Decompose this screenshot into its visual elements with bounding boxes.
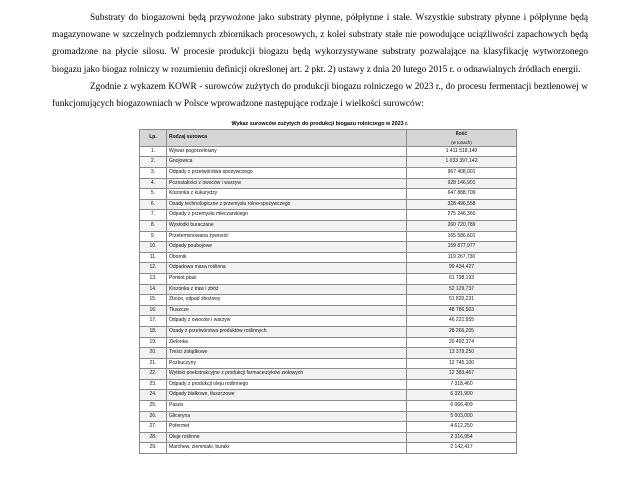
table-row [140,443,517,454]
table-row [140,263,517,274]
cell-lp: 6. [140,199,167,210]
cell-value: 48 786,503 [407,305,517,316]
cell-name: Odpady z produkcji oleju roślinnego [167,379,407,390]
cell-value: 20 492,374 [407,337,517,348]
cell-name: Treści żołądkowe [167,348,407,359]
table-row [140,146,517,157]
cell-name: Osady technologiczne z przemysłu rolno-spożywczego [167,199,407,210]
cell-value: 165 586,601 [407,231,517,242]
cell-name: Przeterminowana żywność [167,231,407,242]
table-row [140,358,517,369]
cell-name: Zboże, odpad zbożowy [167,295,407,306]
cell-name: Odpady z owoców i warzyw [167,316,407,327]
cell-value: 4 612,250 [407,422,517,433]
cell-value: 2 142,417 [407,443,517,454]
cell-value: 5 003,000 [407,411,517,422]
cell-name: Pasza [167,401,407,412]
cell-lp: 18. [140,326,167,337]
table-row [140,390,517,401]
cell-name: Marchew, ziemniaki, buraki [167,443,407,454]
cell-value: 967 408,001 [407,168,517,179]
column-header-value [407,130,517,147]
cell-value: 1 033 397,142 [407,157,517,168]
table-row [140,305,517,316]
cell-lp: 29. [140,443,167,454]
table-body [140,146,517,453]
cell-lp: 20. [140,348,167,359]
table-row [140,220,517,231]
cell-lp: 11. [140,252,167,263]
cell-name: Gliceryna [167,411,407,422]
cell-lp: 3. [140,168,167,179]
cell-lp: 4. [140,178,167,189]
paragraph-1: Substraty do biogazowni będą przywożone jako substraty płynne, półpłynne i stałe. Wszystkie substraty płynne i półpłynne będą magazynowane w szczelnych podziemnych zbiornikach procesowych, z kolei substraty stałe nie powodujące uciążliwości zapachowych będą gromadzone na płycie silosu. W procesie produkcji biogazu będą wykorzystywane substraty pozwalające na klasyfikację wytworzonego biogazu jako biogaz rolniczy w rozumieniu definicji określonej art. 2 pkt. 2) ustawy z dnia 20 lutego 2015 r. o odnawialnych źródłach energii. [52,13,588,75]
column-header-value-main: Ilość [455,131,468,138]
cell-lp: 26. [140,411,167,422]
cell-lp: 16. [140,305,167,316]
cell-lp: 9. [140,231,167,242]
column-header-lp: Lp. [140,130,167,147]
cell-name: Kiszonka z kukurydzy [167,189,407,200]
table-row [140,379,517,390]
table-caption: Wykaz surowców zużytych do produkcji biogazu rolniczego w 2023 r. [231,121,409,128]
cell-value: 46 221,955 [407,316,517,327]
cell-lp: 19. [140,337,167,348]
raw-materials-table [139,129,517,454]
cell-lp: 10. [140,242,167,253]
cell-name: Kiszonka z traw i zbóż [167,284,407,295]
cell-name: Wytłoki poekstrakcyjne z produkcji farmaceutyków ziołowych [167,369,407,380]
cell-name: Oleje roślinne [167,432,407,443]
cell-name: Odpady poubojowe [167,242,407,253]
table-row [140,157,517,168]
table-row [140,199,517,210]
cell-lp: 27. [140,422,167,433]
cell-value: 52 129,737 [407,284,517,295]
cell-name: Odpady białkowe, tłuszczowe [167,390,407,401]
table-row [140,401,517,412]
cell-lp: 7. [140,210,167,221]
table-row [140,252,517,263]
cell-value: 647 888,709 [407,189,517,200]
cell-lp: 28. [140,432,167,443]
table-header-row [140,130,517,147]
cell-value: 12 745,100 [407,358,517,369]
table-head [140,130,517,147]
table-row [140,422,517,433]
cell-name: Gnojowica [167,157,407,168]
cell-name: Odpady z przetwórstwa spożywczego [167,168,407,179]
cell-name: Pofermet [167,422,407,433]
table-row [140,242,517,253]
cell-lp: 22. [140,369,167,380]
table-row [140,316,517,327]
table-row [140,369,517,380]
cell-value: 7 318,460 [407,379,517,390]
cell-lp: 25. [140,401,167,412]
paragraph-2: Zgodnie z wykazem KOWR - surowców zużytych do produkcji biogazu rolniczego w 2023 r., do procesu fermentacji beztlenowej w funkcjonujących biogazowniach w Polsce wprowadzone następujące rodzaje i wielkości surowców: [52,81,588,110]
table-row [140,178,517,189]
cell-value: 12 383,467 [407,369,517,380]
cell-lp: 13. [140,273,167,284]
cell-lp: 24. [140,390,167,401]
table-row [140,295,517,306]
table-row [140,432,517,443]
table-row [140,326,517,337]
cell-value: 28 266,205 [407,326,517,337]
cell-value: 260 720,789 [407,220,517,231]
table-block [139,121,501,454]
cell-value: 6 321,900 [407,390,517,401]
cell-lp: 1. [140,146,167,157]
cell-value: 275 246,360 [407,210,517,221]
cell-value: 61 798,193 [407,273,517,284]
cell-name: Zielonka [167,337,407,348]
table-row [140,284,517,295]
table-row [140,273,517,284]
cell-lp: 2. [140,157,167,168]
cell-name: Wysłodki buraczane [167,220,407,231]
cell-value: 928 146,901 [407,178,517,189]
cell-value: 2 316,954 [407,432,517,443]
cell-value: 6 066,409 [407,401,517,412]
cell-value: 1 411 518,140 [407,146,517,157]
cell-name: Odpadowa masa roślinna [167,263,407,274]
table-row [140,411,517,422]
cell-lp: 21. [140,358,167,369]
cell-name: Pozbuczyny [167,358,407,369]
table-container [52,121,588,454]
table-row [140,189,517,200]
cell-name: Tłuszcze [167,305,407,316]
table-row [140,168,517,179]
cell-lp: 5. [140,189,167,200]
cell-value: 159 877,977 [407,242,517,253]
cell-name: Pozostałości z owoców i warzyw [167,178,407,189]
cell-lp: 8. [140,220,167,231]
cell-name: Odpady z przemysłu mleczarskiego [167,210,407,221]
column-header-name: Rodzaj surowca [167,130,407,147]
cell-name: Osady z przetwórstwa produktów roślinnych [167,326,407,337]
cell-lp: 12. [140,263,167,274]
cell-value: 51 820,231 [407,295,517,306]
table-row [140,348,517,359]
cell-name: Wywar pogorzelniany [167,146,407,157]
cell-value: 328 496,558 [407,199,517,210]
cell-name: Obornik [167,252,407,263]
cell-name: Pomiot ptasi [167,273,407,284]
table-row [140,337,517,348]
cell-value: 99 434,427 [407,263,517,274]
column-header-value-unit: (w tonach) [451,139,472,145]
cell-lp: 14. [140,284,167,295]
cell-value: 13 379,250 [407,348,517,359]
cell-lp: 23. [140,379,167,390]
cell-value: 119 267,730 [407,252,517,263]
table-row [140,231,517,242]
table-row [140,210,517,221]
cell-lp: 15. [140,295,167,306]
cell-lp: 17. [140,316,167,327]
